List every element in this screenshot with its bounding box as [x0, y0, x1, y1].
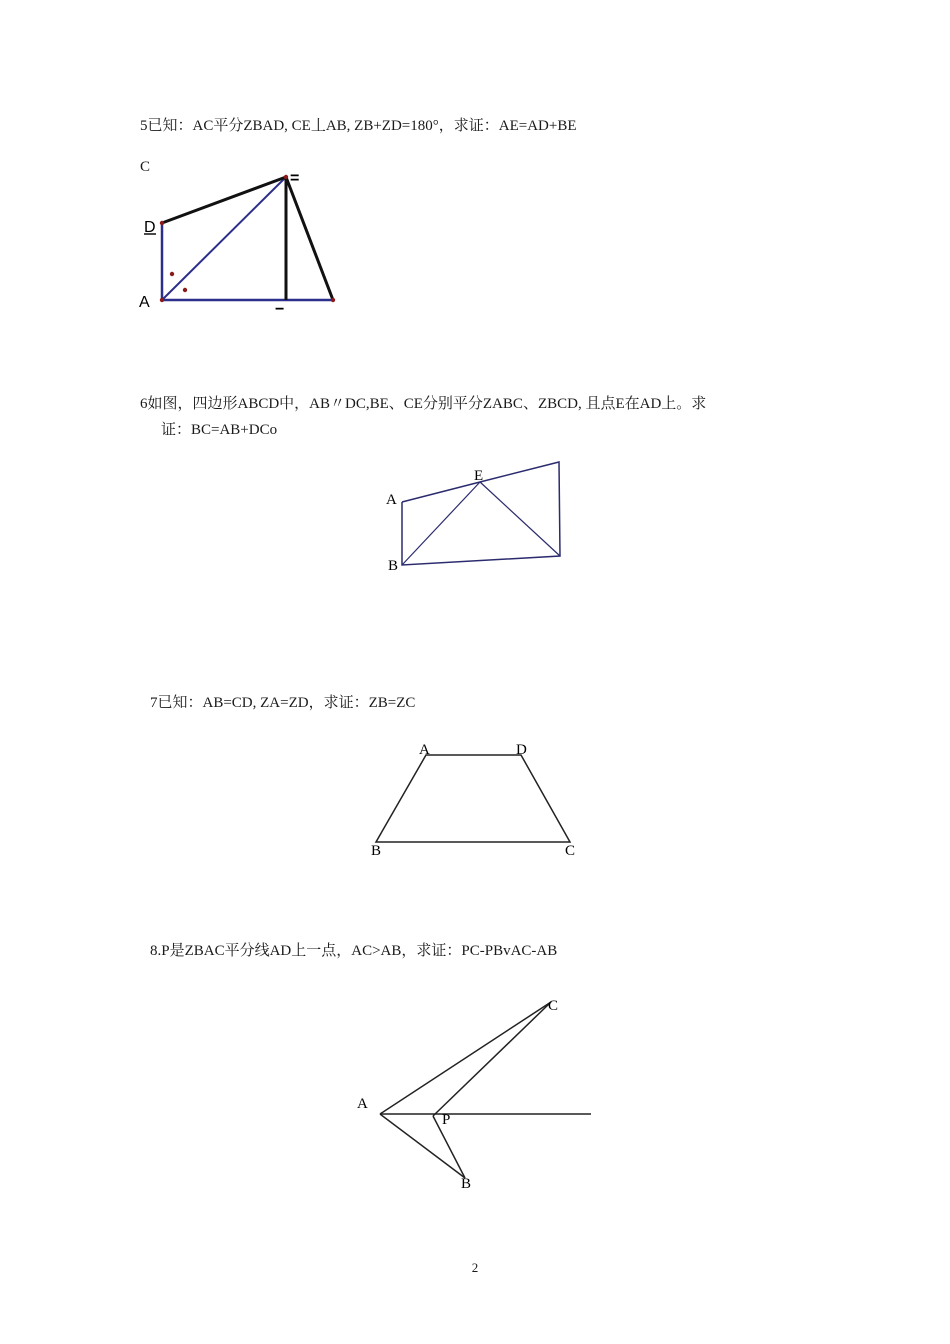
label-b: B	[371, 843, 382, 859]
trapezoid-abcd	[376, 755, 570, 842]
segment-ac	[162, 177, 286, 300]
label-p: P	[442, 1112, 451, 1128]
label-a: A	[139, 294, 150, 311]
label-e: E	[474, 468, 484, 484]
vertex-a	[160, 298, 164, 302]
problem-8-statement: 8.P是ZBAC平分线AD上一点，AC>AB，求证：PC-PBvAC-AB	[150, 943, 558, 959]
problem-5-label-c: C	[140, 159, 151, 175]
segment-be	[402, 482, 480, 565]
problem-5-figure	[135, 168, 345, 313]
label-b: B	[461, 1176, 472, 1192]
angle-mark-dot	[183, 288, 187, 292]
label-a: A	[357, 1096, 368, 1112]
problem-6-statement-line2: 证：BC=AB+DCo	[161, 422, 278, 438]
segment-dc	[162, 177, 286, 223]
page-number: 2	[471, 1260, 479, 1275]
problem-7-statement: 7已知：AB=CD, ZA=ZD，求证：ZB=ZC	[150, 695, 416, 711]
segment-ab	[380, 1114, 465, 1178]
label-c: C	[548, 998, 559, 1014]
label-d: D	[144, 219, 156, 236]
label-e-mark: −	[275, 301, 285, 313]
segment-ac	[380, 1002, 551, 1114]
vertex-b	[331, 298, 335, 302]
label-b: B	[388, 558, 399, 574]
label-a: A	[386, 492, 397, 508]
label-a: A	[419, 742, 430, 758]
vertex-d	[160, 221, 164, 225]
label-c: C	[565, 843, 576, 859]
vertex-c	[284, 175, 288, 179]
angle-mark-dot	[170, 272, 174, 276]
segment-cb	[286, 177, 333, 300]
label-c-mark: =	[290, 170, 300, 187]
problem-8-figure	[345, 990, 600, 1195]
problem-6-statement-line1: 6如图，四边形ABCD中，AB〃DC,BE、CE分别平分ZABC、ZBCD, 且点E在AD上。求	[140, 396, 707, 412]
segment-pc	[433, 1002, 551, 1116]
problem-5-statement: 5已知：AC平分ZBAD, CE丄AB, ZB+ZD=180°，求证：AE=AD+BE	[140, 118, 577, 134]
problem-6-figure	[380, 455, 570, 580]
label-d: D	[516, 742, 527, 758]
problem-7-figure	[365, 738, 585, 863]
segment-ce	[480, 482, 560, 556]
